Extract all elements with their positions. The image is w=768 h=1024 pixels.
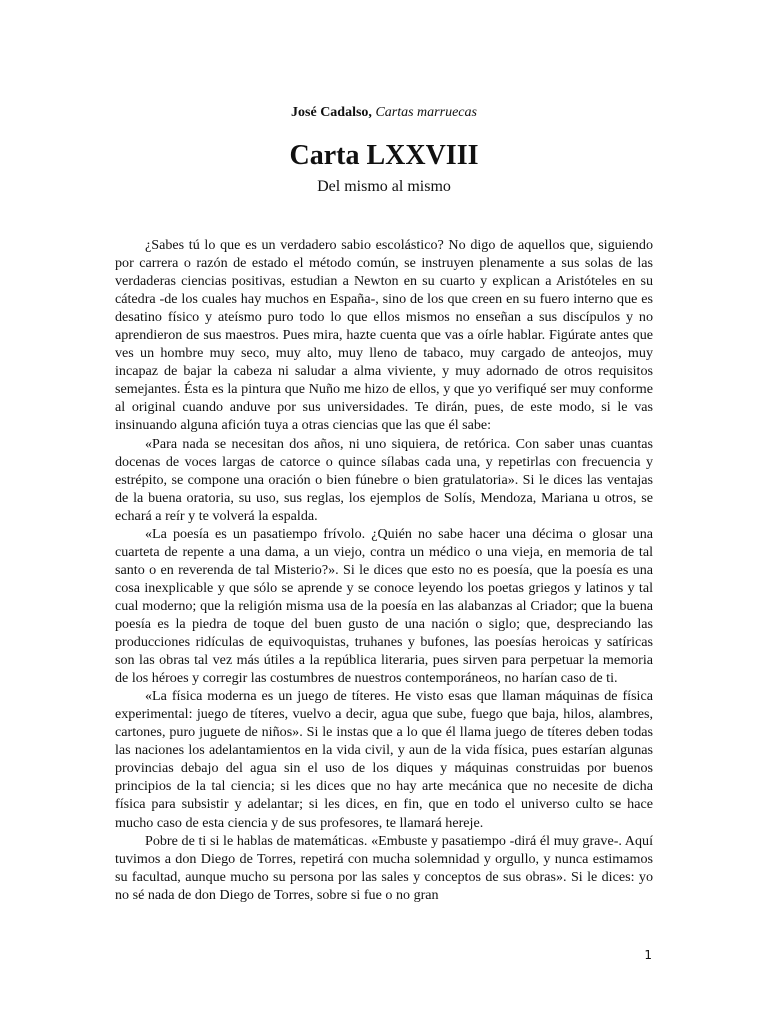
body-paragraph: «La poesía es un pasatiempo frívolo. ¿Quién no sabe hacer una décima o glosar una cuarteta de repente a una dama, a un viejo, contra un médico o una vieja, en memoria de tal santo o en reverenda de tal Misterio?». Si le dices que esto no es poesía, que la poesía es una cosa inexplicable y que sólo se aprende y se conoce leyendo los poetas griegos y latinos y tal cual moderno; que la religión misma usa de la poesía en las alabanzas al Criador; que la buena poesía es la piedra de toque del buen gusto de una nación o siglo; que, despreciando las producciones ridículas de equivoquistas, truhanes y bufones, las poesías heroicas y satíricas son las obras tal vez más útiles a la república literaria, pues sirven para perpetuar la memoria de los héroes y corregir las costumbres de nuestros contemporáneos, no harían caso de ti. xyxy=(115,525,653,687)
page-number: 1 xyxy=(644,948,652,962)
header-author: José Cadalso, xyxy=(291,105,372,120)
body-paragraph: «La física moderna es un juego de títeres. He visto esas que llaman máquinas de física experimental: juego de títeres, vuelvo a decir, agua que sube, fuego que baja, hilos, alambres, cartones, puro juguete de niños». Si le instas que a lo que él llama juego de títeres deben todas las naciones los adelantamientos en la vida civil, y aun de la vida física, pues estarían algunas provincias debajo del agua sin el uso de los diques y máquinas construidas por buenos principios de la tal ciencia; si les dices que no hay arte mecánica que no necesite de dicha física para subsistir y adelantar; si les dices, en fin, que en todo el universo culto se hace mucho caso de esta ciencia y de sus profesores, te llamará hereje. xyxy=(115,688,653,831)
running-header xyxy=(0,104,768,122)
header-work-title: Cartas marruecas xyxy=(375,105,477,120)
body-paragraph: Pobre de ti si le hablas de matemáticas. «Embuste y pasatiempo -dirá él muy grave-. Aquí tuvimos a don Diego de Torres, repetirá con mucha solemnidad y orgullo, y nunca estimamos su facultad, aunque mucho su persona por las sales y conceptos de sus obras». Si le dices: yo no sé nada de don Diego de Torres, sobre si fue o no gran xyxy=(115,832,653,903)
letter-subtitle: Del mismo al mismo xyxy=(317,178,451,195)
letter-body xyxy=(115,236,653,904)
body-paragraph: ¿Sabes tú lo que es un verdadero sabio escolástico? No digo de aquellos que, siguiendo por carrera o razón de estado el método común, se instruyen plenamente a sus solas de las verdaderas ciencias positivas, estudian a Newton en su cuarto y explican a Aristóteles en su cátedra -de los cuales hay muchos en España-, sino de los que creen en su fuero interno que es desatino físico y ateísmo puro todo lo que ellos mismos no enseñan a sus discípulos y no aprendieron de sus maestros. Pues mira, hazte cuenta que vas a oírle hablar. Figúrate antes que ves un hombre muy seco, muy alto, muy lleno de tabaco, muy cargado de anteojos, muy incapaz de bajar la cabeza ni saludar a alma viviente, y muy adornado de otros requisitos semejantes. Ésta es la pintura que Nuño me hizo de ellos, y que yo verifiqué ser muy conforme al original cuando anduve por sus universidades. Te dirán, pues, de este modo, si le vas insinuando alguna afición tuya a otras ciencias que las que él sabe: xyxy=(115,237,653,434)
letter-title: Carta LXXVIII xyxy=(289,140,479,171)
body-paragraph: «Para nada se necesitan dos años, ni uno siquiera, de retórica. Con saber unas cuantas docenas de voces largas de catorce o quince sílabas cada una, y repetirlas con frecuencia y estrépito, se compone una oración o bien fúnebre o bien gratulatoria». Si le dices las ventajas de la buena oratoria, su uso, sus reglas, los ejemplos de Solís, Mendoza, Mariana u otros, se echará a reír y te volverá la espalda. xyxy=(115,435,653,524)
